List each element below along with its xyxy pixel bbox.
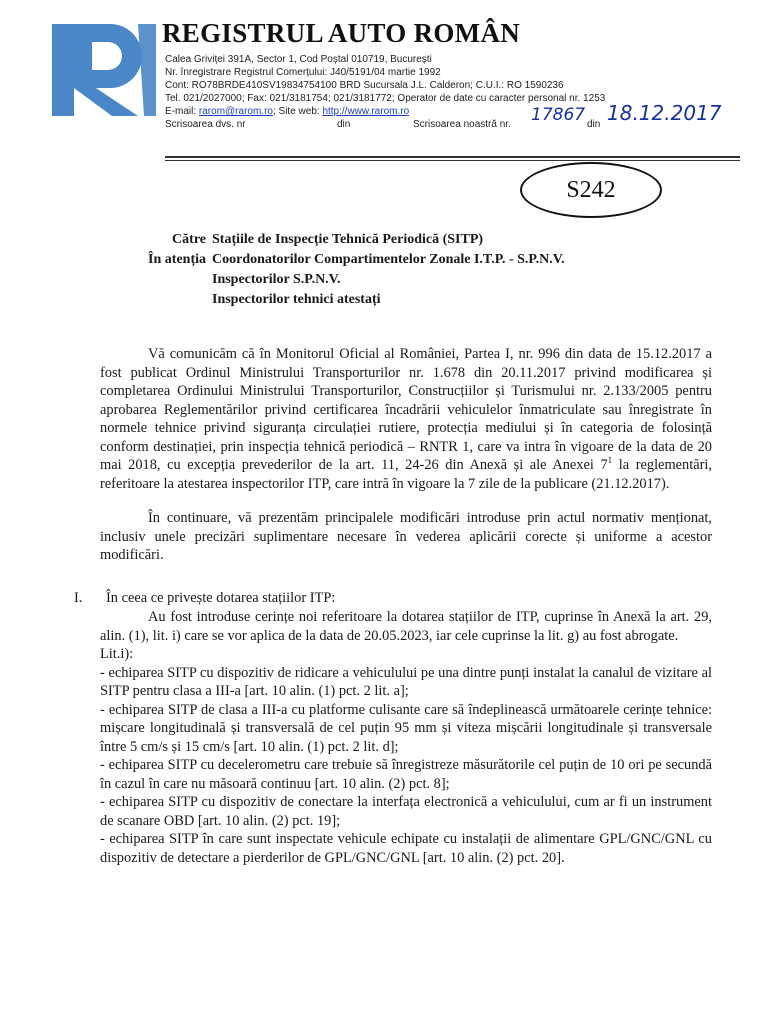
email-label: E-mail:: [165, 106, 199, 117]
registry-line: Nr. înregistrare Registrul Comerțului: J40/5191/04 martie 1992: [165, 67, 441, 78]
header-divider-thin: [165, 160, 740, 161]
section-number: I.: [74, 590, 83, 606]
paragraph-1: [100, 345, 712, 493]
rar-logo-icon: [52, 18, 156, 122]
list-item: - echiparea SITP de clasa a III-a cu platforme culisante care să îndeplinească următoarele cerințe tehnice: mișcare longitudinală și transversală de cel puțin 95 mm și viteza mișcării longitudinale și transversale între 5 cm/s și 15 cm/s [art. 10 alin. (1) pct. 2 lit. d];: [100, 701, 712, 755]
ref-number-handwritten: 17867: [531, 105, 586, 125]
paragraph-1-text: Vă comunicăm că în Monitorul Oficial al României, Partea I, nr. 996 din data de 15.12.2017 a fost publicat Ordinul Ministrului Transporturilor nr. 1.678 din 20.11.2017 privind modificarea și completarea Ordinului Ministrului Transporturilor, Construcțiilor și Turismului nr. 2.133/2005 pentru aprobarea Reglementărilor privind certificarea încadrării vehiculelor înmatriculate sau înregistrate în normele tehnice privind siguranța circulației rutiere, protecția mediului și în categoria de folosință conform destinației, prin inspecția tehnică periodică – RNTR 1, care va intra în vigoare de la data de 20 mai 2018, cu excepția prevederilor de la art. 11, 24-26 din Anexă și ale Anexei 7: [100, 346, 712, 473]
atentia-label: În atenția: [148, 252, 206, 267]
list-item: - echiparea SITP în care sunt inspectate vehicule echipate cu instalații de alimentare GPL/GNC/GNL cu dispozitiv de detectare a pierderilor de GPL/GNC/GNL [art. 10 alin. (2) pct. 20].: [100, 831, 712, 866]
contact-block: [165, 53, 725, 134]
section-intro: Au fost introduse cerințe noi referitoare la dotarea stațiilor de ITP, cuprinse în Anexă la art. 29, alin. (1), lit. i) care se vor aplica de la data de 20.05.2023, iar cele cuprinse la lit. g) au fost abrogate.: [100, 609, 712, 644]
atentia-line-2: Inspectorilor S.P.N.V.: [212, 272, 341, 287]
superscript: 1: [607, 455, 613, 466]
letter-body: [100, 345, 712, 565]
ref-ours-label: Scrisoarea noastră nr.: [413, 119, 511, 130]
paragraph-1-text-end: la reglementări, referitoare la atestarea inspectorilor ITP, care intră în vigoare la 7 zile de la publicare (21.12.2017).: [100, 457, 712, 492]
section-body: [100, 608, 712, 867]
phone-line: Tel. 021/2027000; Fax: 021/3181754; 021/3181772; Operator de date cu caracter personal nr. 1253: [165, 93, 606, 104]
paragraph-2: În continuare, vă prezentăm principalele modificări introduse prin actul normativ menționat, inclusiv unele precizări suplimentare necesare în vederea aplicării corecte și uniforme a acestor modificări.: [100, 510, 712, 563]
web-link[interactable]: http://www.rarom.ro: [322, 106, 410, 117]
lit-label: Lit.i):: [100, 646, 134, 662]
list-item: - echiparea SITP cu dispozitiv de conectare la interfața electronică a vehiculului, cum ar fi un instrument de scanare OBD [art. 10 alin. (2) pct. 19];: [100, 794, 712, 829]
document-code-stamp: S242: [520, 162, 662, 218]
section-heading: [74, 589, 714, 608]
ref-date-handwritten: 18.12.2017: [607, 101, 722, 125]
attention-row: [100, 250, 565, 270]
address-line: Calea Griviței 391A, Sector 1, Cod Poștal 010719, București: [165, 54, 432, 65]
catre-label: Către: [172, 232, 206, 247]
email-link[interactable]: rarom@rarom.ro: [198, 106, 273, 117]
web-label: ; Site web:: [272, 106, 323, 117]
ref-from-label: din: [337, 119, 351, 130]
addressees-block: [100, 230, 565, 310]
account-line: Cont: RO78BRDE410SV19834754100 BRD Sucursala J.L. Calderon; C.U.I.: RO 1590236: [165, 80, 564, 91]
catre-value: Stațiile de Inspecție Tehnică Periodică (SITP): [212, 232, 484, 247]
ref-from2-label: din: [587, 119, 601, 130]
list-item: - echiparea SITP cu decelerometru care trebuie să înregistreze măsurătorile cel puțin de 10 ori pe secundă în cazul în care nu măsoară continuu [art. 10 alin. (2) pct. 8];: [100, 757, 712, 792]
atentia-line-1: Coordonatorilor Compartimentelor Zonale I.T.P. - S.P.N.V.: [212, 252, 565, 267]
header-divider: [165, 156, 740, 158]
atentia-line-3: Inspectorilor tehnici atestați: [212, 292, 381, 307]
addressee-row: [100, 230, 565, 250]
org-name: REGISTRUL AUTO ROMÂN: [162, 18, 521, 48]
list-item: - echiparea SITP cu dispozitiv de ridicare a vehiculului pe una dintre punți instalat la canalul de vizitare al SITP pentru clasa a III-a [art. 10 alin. (1) pct. 2 lit. a];: [100, 664, 712, 699]
section-title: În ceea ce privește dotarea stațiilor ITP:: [106, 590, 336, 606]
ref-yours-label: Scrisoarea dvs. nr: [165, 119, 246, 130]
